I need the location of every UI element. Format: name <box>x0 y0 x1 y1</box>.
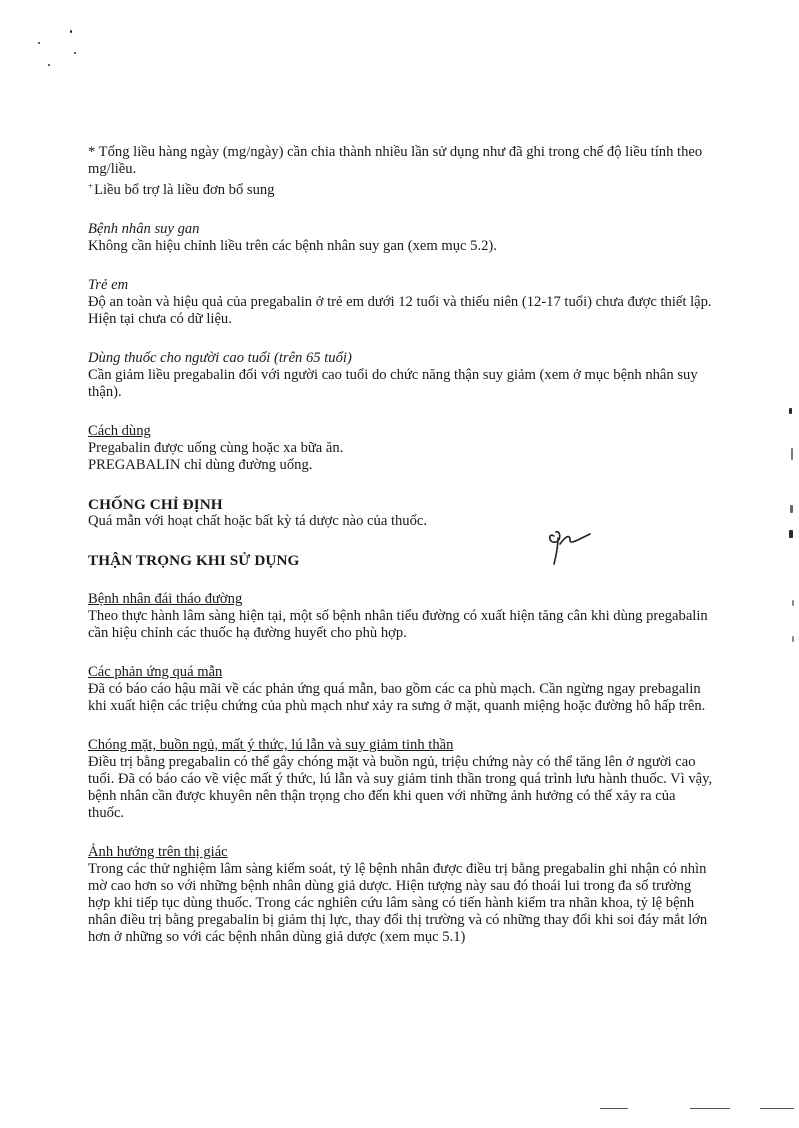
administration-line1: Pregabalin được uống cùng hoặc xa bữa ăn. <box>88 440 344 456</box>
dosing-note-star: * Tổng liều hàng ngày (mg/ngày) cần chia thành nhiều lần sử dụng như đã ghi trong chế độ liều tính theo mg/liều. <box>88 144 703 177</box>
scan-speck <box>74 52 76 54</box>
dizziness-text: Điều trị bằng pregabalin có thể gây chóng mặt và buồn ngủ, triệu chứng này có thể tăng lên ở người cao tuổi. Đã có báo cáo về việc mất ý thức, lú lẫn và suy giảm tinh thần trong quá trình lưu hành thuốc. Vì vậy, bệnh nhân cần được khuyên nên thận trọng cho đến khi quen với những ảnh hưởng có thể xảy ra của thuốc. <box>88 754 713 821</box>
scan-edge-mark <box>789 530 793 538</box>
elderly-heading: Dùng thuốc cho người cao tuổi (trên 65 tuổi) <box>88 350 352 366</box>
scan-edge-mark <box>792 600 794 606</box>
scan-edge-mark <box>789 408 792 414</box>
administration-heading: Cách dùng <box>88 423 151 439</box>
vision-heading: Ảnh hưởng trên thị giác <box>88 844 228 860</box>
plus-superscript: + <box>88 181 94 191</box>
children-text: Độ an toàn và hiệu quả của pregabalin ở trẻ em dưới 12 tuổi và thiếu niên (12-17 tuổi) chưa được thiết lập. Hiện tại chưa có dữ liệu. <box>88 294 712 327</box>
document-body <box>88 144 713 946</box>
scan-bottom-rule <box>690 1108 730 1109</box>
scan-speck <box>70 30 72 33</box>
scan-bottom-rule <box>760 1108 794 1109</box>
elderly-text: Cần giảm liều pregabalin đối với người cao tuổi do chức năng thận suy giảm (xem ở mục bệnh nhân suy thận). <box>88 367 698 400</box>
hypersensitivity-heading: Các phản ứng quá mẫn <box>88 664 223 680</box>
hypersensitivity-text: Đã có báo cáo hậu mãi về các phản ứng quá mẫn, bao gồm các ca phù mạch. Cần ngừng ngay prebagalin khi xuất hiện các triệu chứng của phù mạch như xảy ra sưng ở mặt, quanh miệng hoặc đường hô hấp trên. <box>88 681 706 714</box>
diabetic-text: Theo thực hành lâm sàng hiện tại, một số bệnh nhân tiểu đường có xuất hiện tăng cân khi dùng pregabalin cần hiệu chỉnh các thuốc hạ đường huyết cho phù hợp. <box>88 608 708 641</box>
scan-speck <box>48 64 50 66</box>
dosing-note-plus-text: Liều bổ trợ là liều đơn bổ sung <box>94 182 275 198</box>
contraindications-text: Quá mẫn với hoạt chất hoặc bất kỳ tá dược nào của thuốc. <box>88 513 428 529</box>
diabetic-heading: Bệnh nhân đái tháo đường <box>88 591 243 607</box>
precautions-title: THẬN TRỌNG KHI SỬ DỤNG <box>88 552 300 569</box>
hepatic-heading: Bệnh nhân suy gan <box>88 221 200 237</box>
scan-edge-mark <box>791 448 793 460</box>
scan-edge-mark <box>790 505 793 513</box>
contraindications-title: CHỐNG CHỈ ĐỊNH <box>88 496 223 513</box>
scan-edge-mark <box>792 636 794 642</box>
dosing-note-plus <box>88 178 713 199</box>
scan-bottom-rule <box>600 1108 628 1109</box>
administration-line2: PREGABALIN chỉ dùng đường uống. <box>88 457 313 473</box>
vision-text: Trong các thử nghiệm lâm sàng kiểm soát, tỷ lệ bệnh nhân được điều trị bằng pregabalin ghi nhận có nhìn mờ cao hơn so với những bệnh nhân dùng giả dược. Hiện tượng này sau đó thoái lui trong đa số trường hợp khi tiếp tục dùng thuốc. Trong các nghiên cứu lâm sàng có tiến hành kiểm tra nhãn khoa, tỷ lệ bệnh nhân điều trị bằng pregabalin bị giảm thị lực, thay đổi thị trường và có những thay đổi khi soi đáy mắt lớn hơn ở những so với các bệnh nhân dùng giả dược (xem mục 5.1) <box>88 861 708 945</box>
children-heading: Trẻ em <box>88 277 129 293</box>
hepatic-text: Không cần hiệu chỉnh liều trên các bệnh nhân suy gan (xem mục 5.2). <box>88 238 497 254</box>
dizziness-heading: Chóng mặt, buồn ngủ, mất ý thức, lú lẫn và suy giảm tinh thần <box>88 737 454 753</box>
scan-speck <box>38 42 40 44</box>
